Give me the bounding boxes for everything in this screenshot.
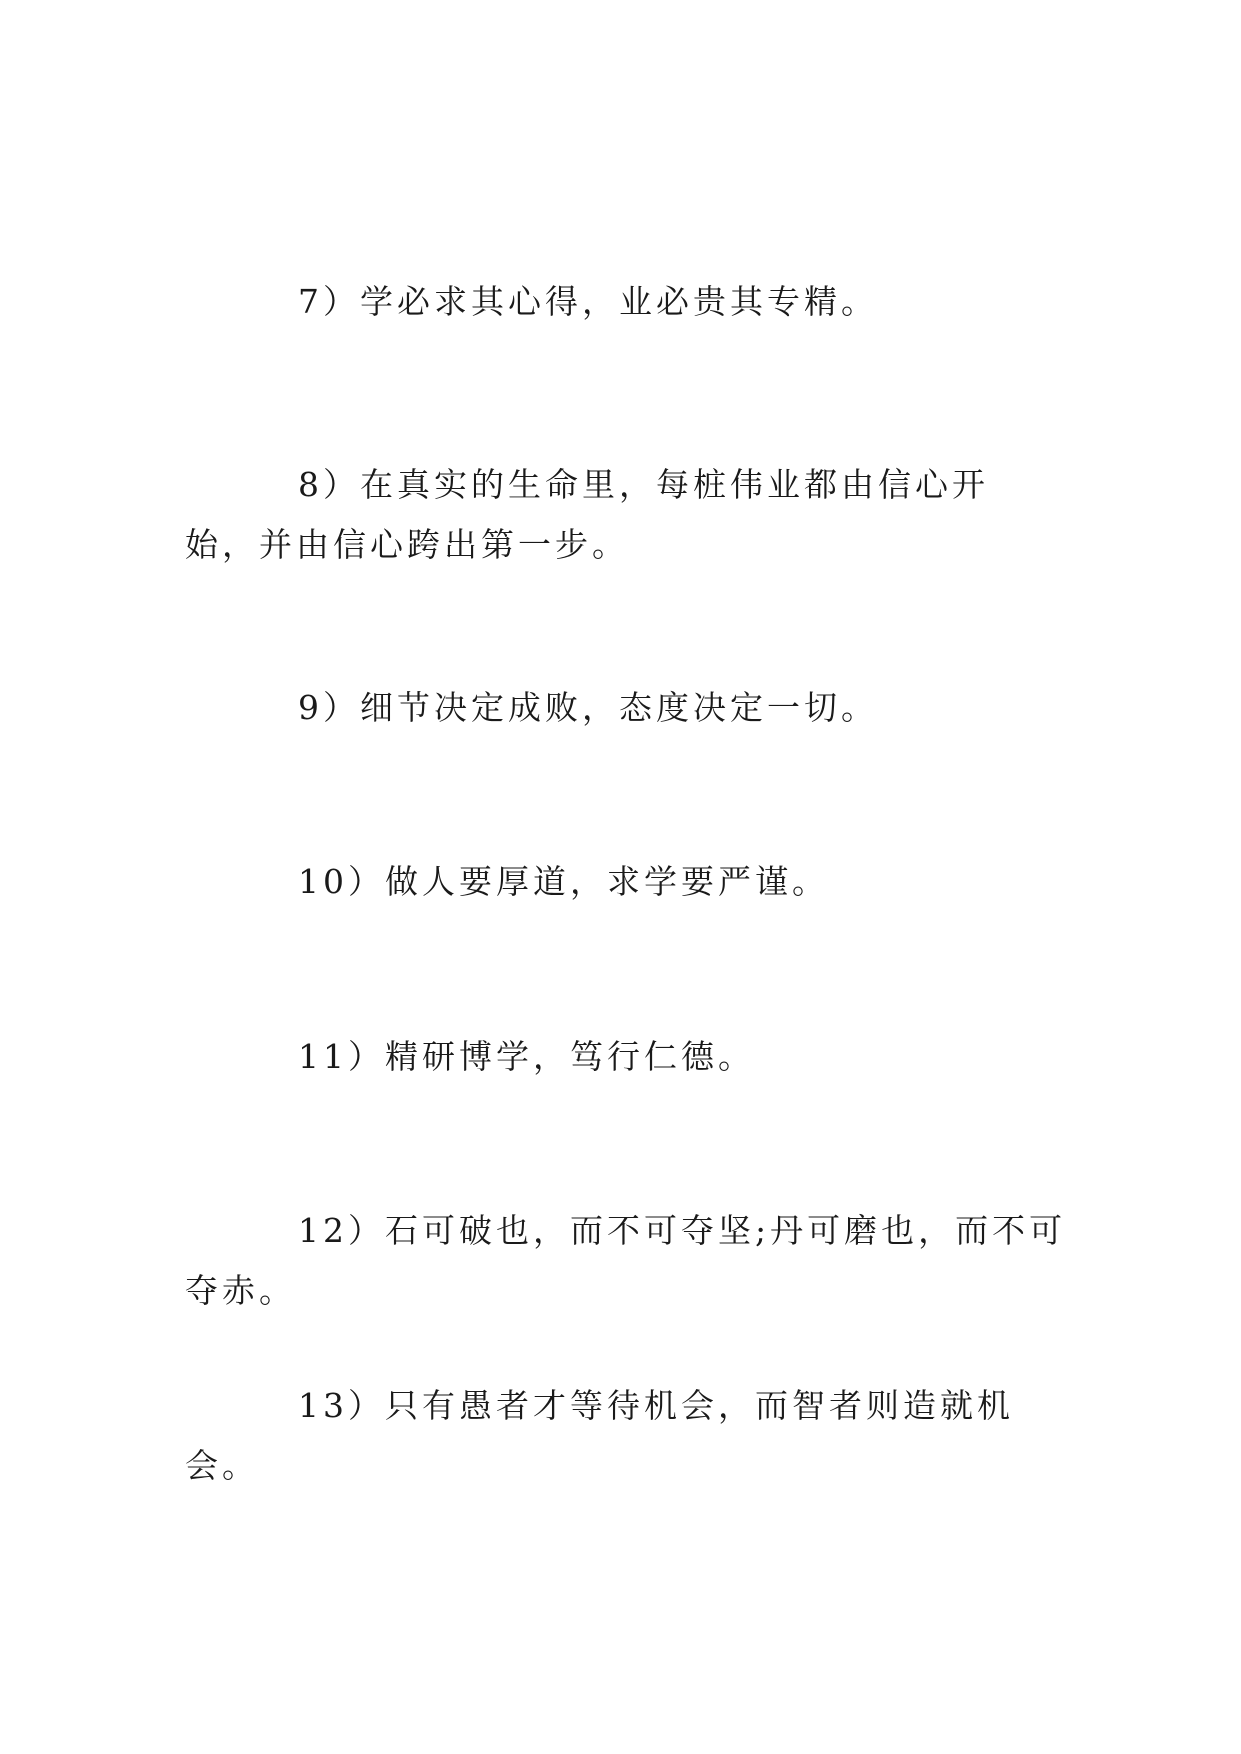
list-item: 7）学必求其心得，业必贵其专精。 — [298, 282, 878, 321]
list-item: 13）只有愚者才等待机会，而智者则造就机会。 — [185, 1386, 1014, 1485]
list-item: 8）在真实的生命里，每桩伟业都由信心开始，并由信心跨出第一步。 — [185, 465, 989, 564]
list-item: 12）石可破也，而不可夺坚;丹可磨也，而不可夺赤。 — [185, 1211, 1067, 1310]
list-item: 11）精研博学，笃行仁德。 — [298, 1037, 755, 1076]
list-item: 10）做人要厚道，求学要严谨。 — [298, 862, 829, 901]
list-item: 9）细节决定成败，态度决定一切。 — [298, 688, 878, 727]
